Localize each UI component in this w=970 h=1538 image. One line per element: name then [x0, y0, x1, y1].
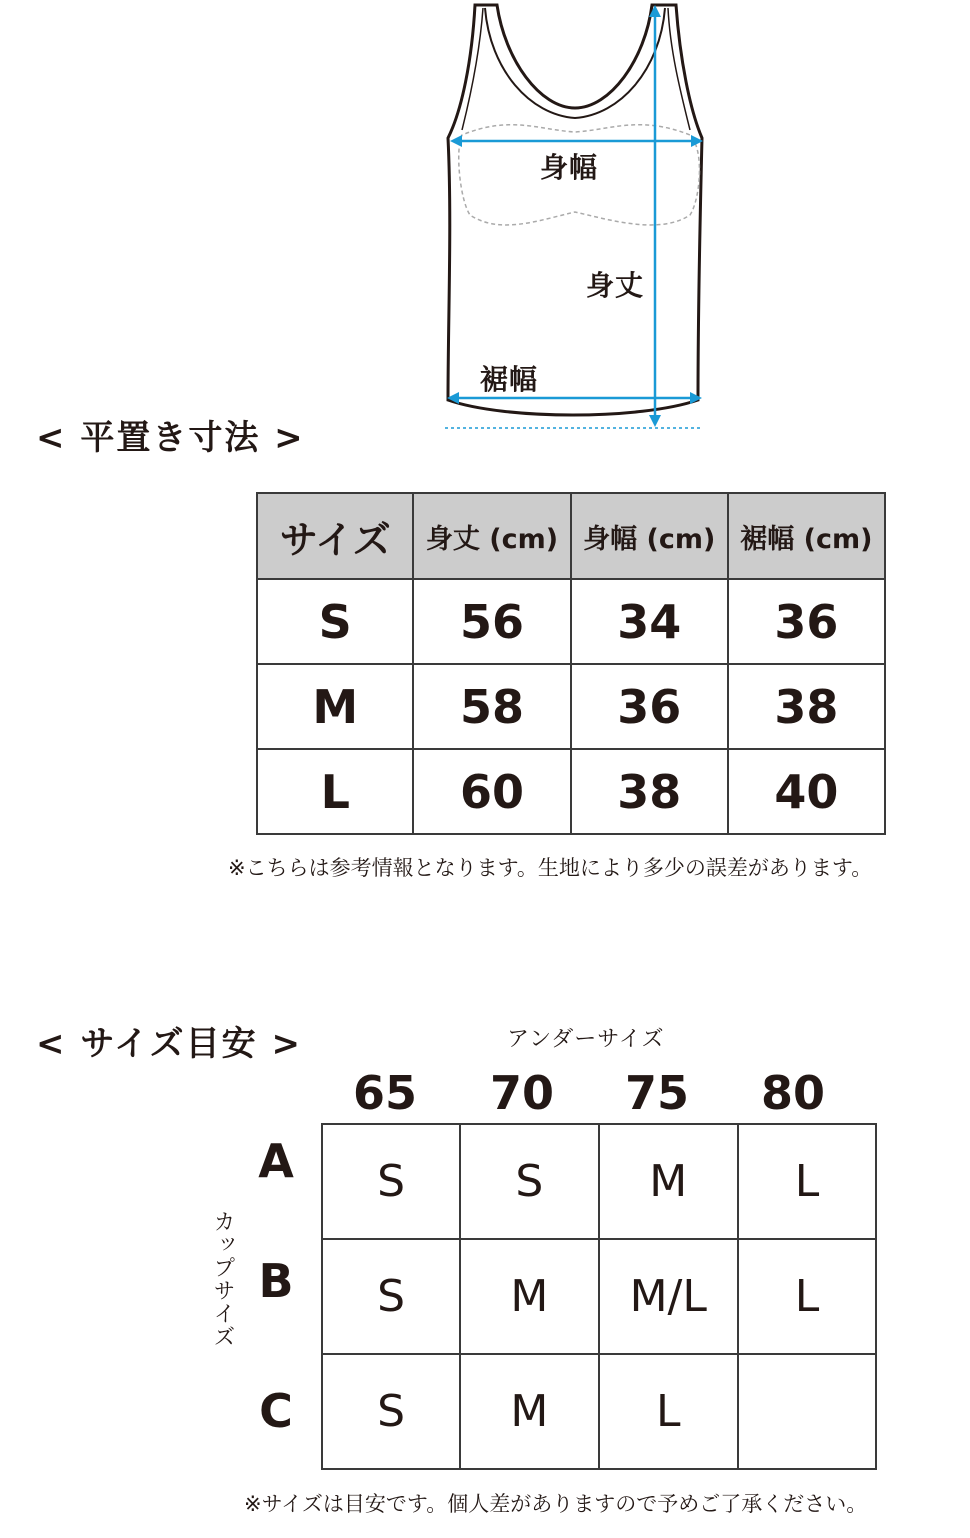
cup-c: C [259, 1384, 293, 1438]
under-size-80: 80 [760, 1066, 825, 1120]
guide-cell: S [322, 1124, 460, 1239]
chest-label: 身幅 [540, 151, 599, 184]
tank-top-diagram [0, 0, 970, 440]
under-size-65: 65 [352, 1066, 417, 1120]
size-guide-table [321, 1123, 877, 1470]
table-header-row [257, 493, 885, 579]
size-guide-heading: < サイズ目安 > [36, 1024, 302, 1064]
under-size-70: 70 [489, 1066, 554, 1120]
cell-chest: 36 [571, 664, 728, 749]
header-size: サイズ [257, 493, 413, 579]
guide-row-c [322, 1354, 876, 1469]
measurements-note: ※こちらは参考情報となります。生地により多少の誤差があります。 [228, 856, 873, 880]
guide-cell: L [738, 1124, 876, 1239]
cell-length: 60 [413, 749, 570, 834]
size-guide-note: ※サイズは目安です。個人差がありますので予めご了承ください。 [244, 1492, 868, 1516]
table-row [257, 579, 885, 664]
cup-a: A [258, 1134, 294, 1188]
measurements-heading: < 平置き寸法 > [36, 418, 305, 458]
hem-label: 裾幅 [480, 363, 539, 396]
cell-chest: 34 [571, 579, 728, 664]
measurements-table [256, 492, 886, 835]
table-row [257, 664, 885, 749]
cup-b: B [258, 1254, 294, 1308]
cell-hem: 36 [728, 579, 885, 664]
cell-length: 58 [413, 664, 570, 749]
guide-cell: S [322, 1239, 460, 1354]
tank-outline [448, 5, 702, 415]
header-hem: 裾幅 (cm) [728, 493, 885, 579]
guide-row-a [322, 1124, 876, 1239]
length-arrow [649, 5, 661, 427]
guide-cell: S [460, 1124, 598, 1239]
guide-cell: M/L [599, 1239, 738, 1354]
cell-hem: 38 [728, 664, 885, 749]
under-size-title: アンダーサイズ [507, 1027, 665, 1052]
guide-cell [738, 1354, 876, 1469]
cup-size-title: カップサイズ [210, 1210, 235, 1348]
header-chest: 身幅 (cm) [571, 493, 728, 579]
guide-cell: S [322, 1354, 460, 1469]
header-length: 身丈 (cm) [413, 493, 570, 579]
cell-size: L [257, 749, 413, 834]
cell-size: S [257, 579, 413, 664]
cell-hem: 40 [728, 749, 885, 834]
guide-cell: M [599, 1124, 738, 1239]
cell-size: M [257, 664, 413, 749]
guide-cell: M [460, 1354, 598, 1469]
guide-cell: L [599, 1354, 738, 1469]
table-row [257, 749, 885, 834]
length-label: 身丈 [586, 269, 645, 302]
neckline [485, 8, 665, 118]
guide-cell: M [460, 1239, 598, 1354]
guide-cell: L [738, 1239, 876, 1354]
cell-length: 56 [413, 579, 570, 664]
guide-row-b [322, 1239, 876, 1354]
cell-chest: 38 [571, 749, 728, 834]
under-size-75: 75 [624, 1066, 689, 1120]
